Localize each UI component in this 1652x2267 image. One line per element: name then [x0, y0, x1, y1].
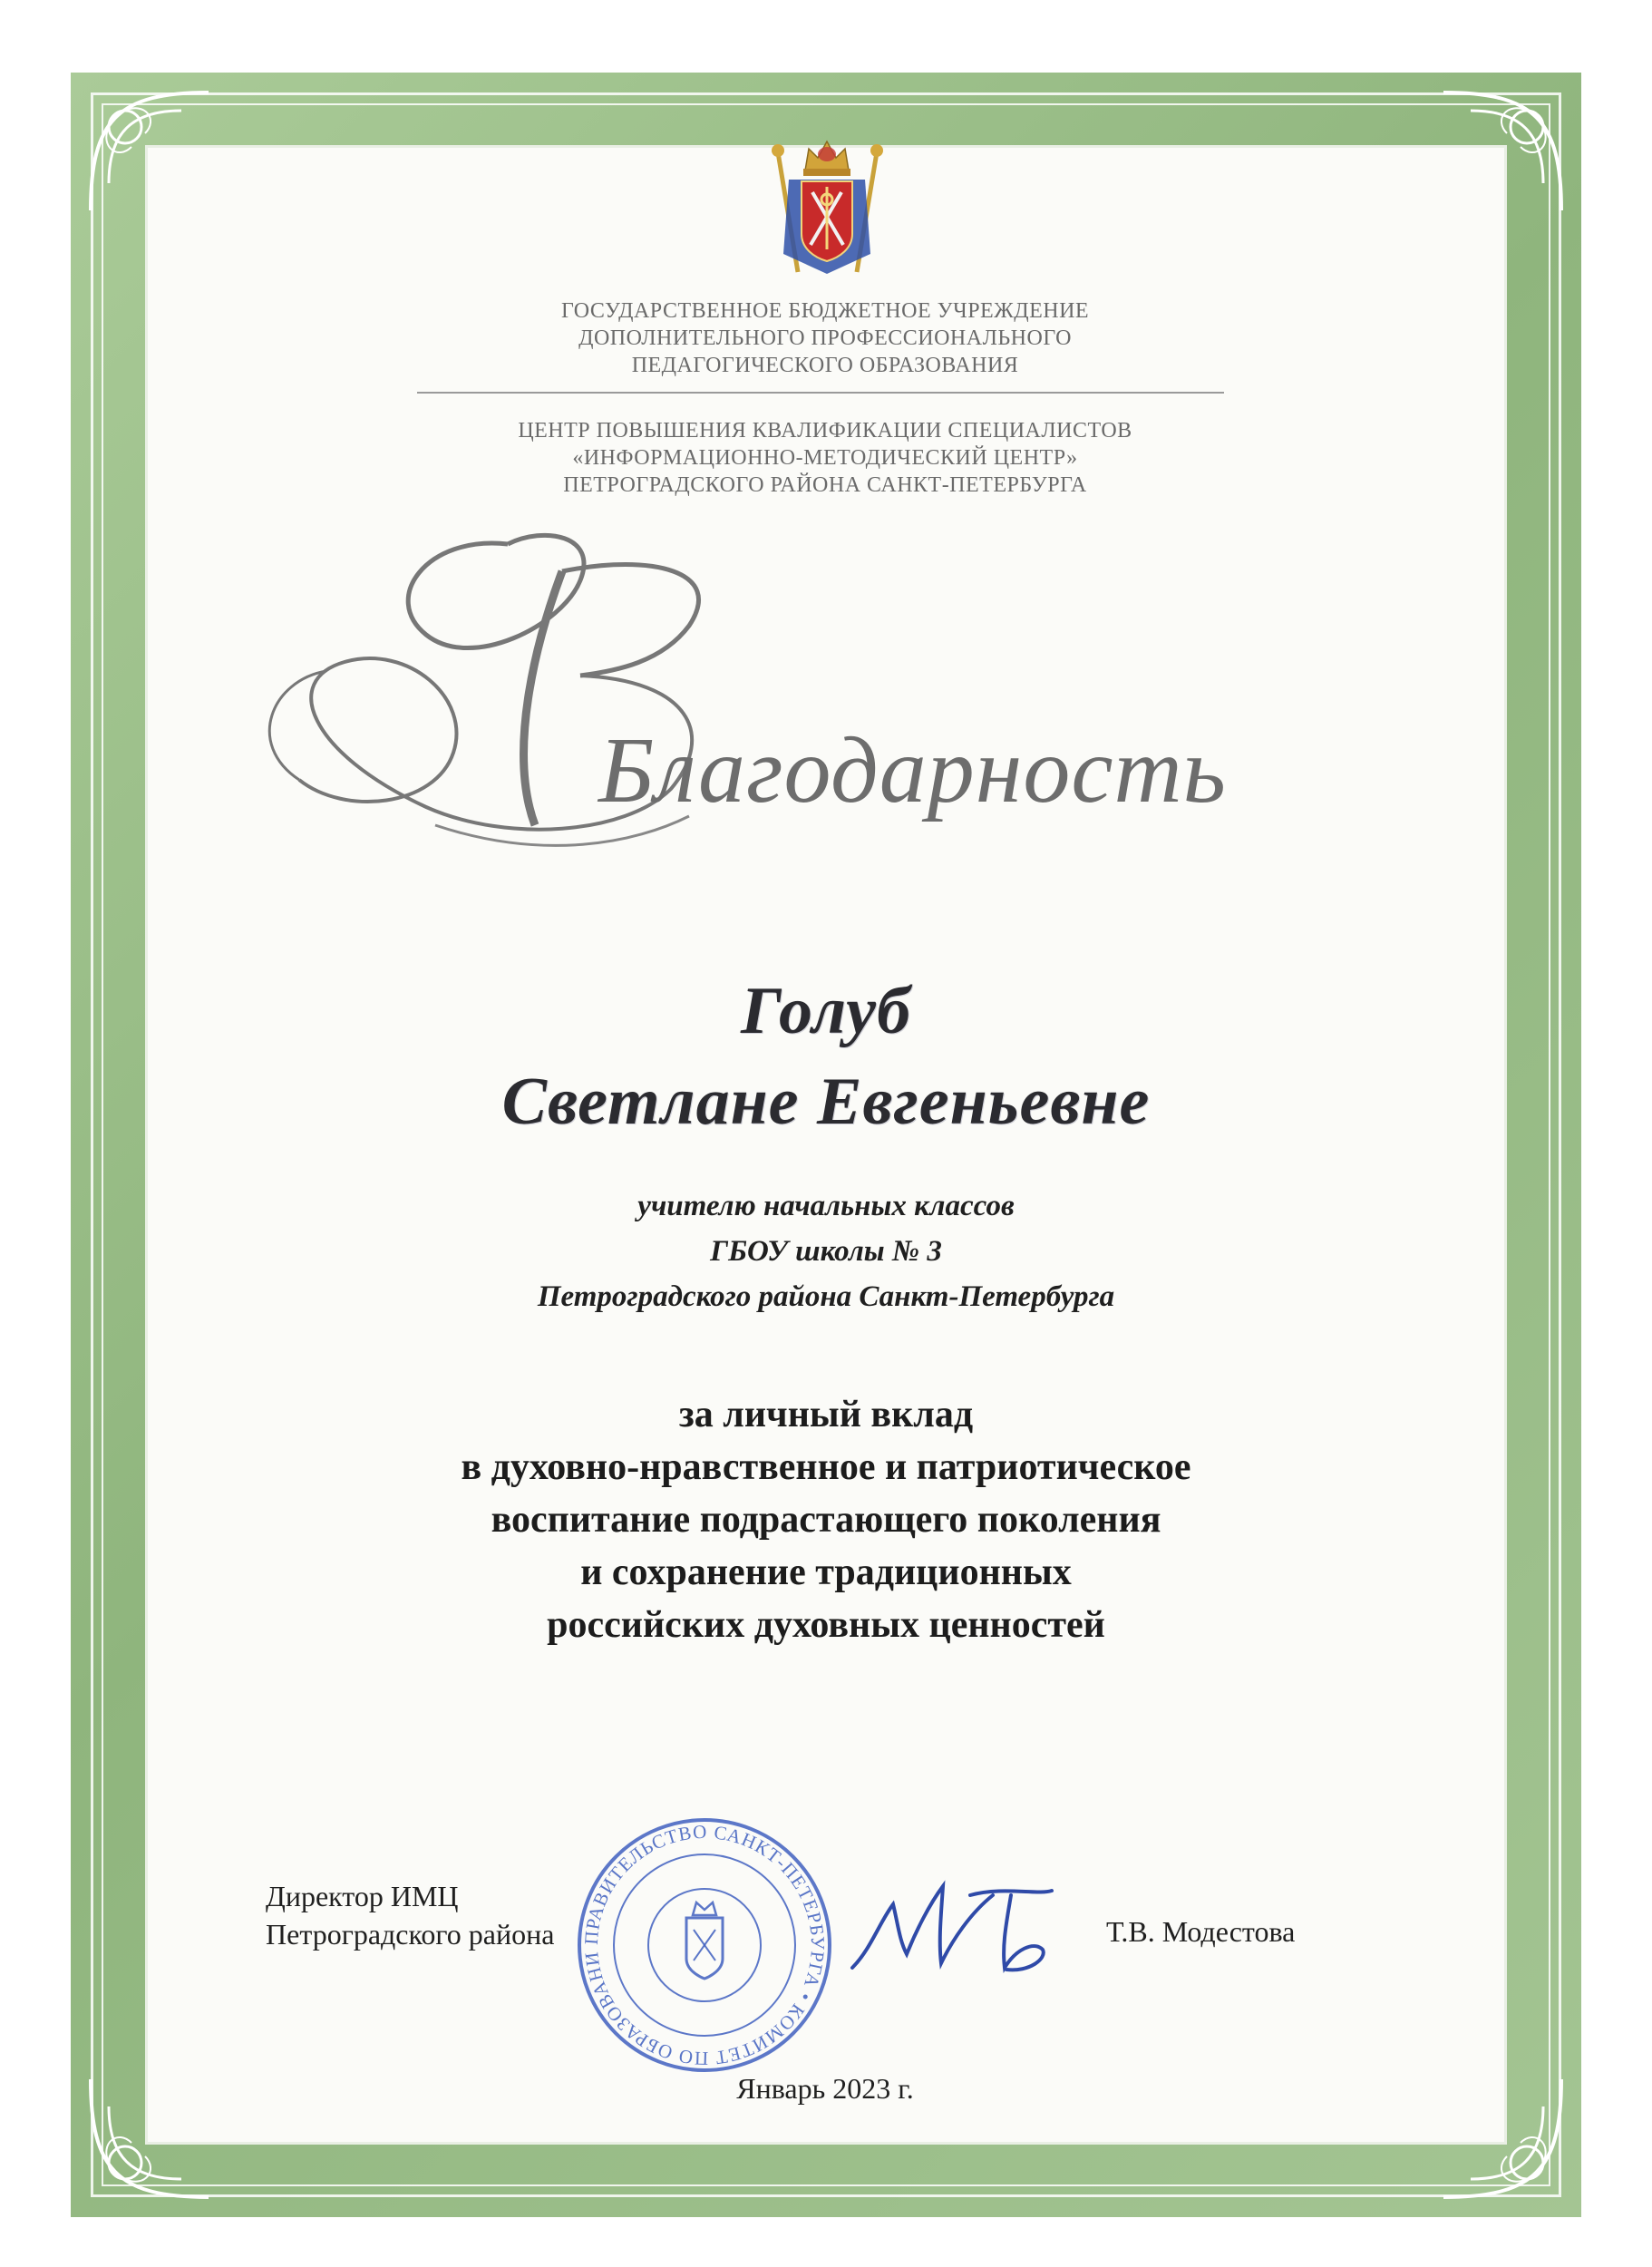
- corner-ornament-icon: [1434, 2070, 1570, 2206]
- reason-line: российских духовных ценностей: [547, 1604, 1105, 1646]
- stamp-text: ПРАВИТЕЛЬСТВО САНКТ-ПЕТЕРБУРГА • КОМИТЕТ ПО ОБРАЗОВАНИ: [579, 1820, 830, 2070]
- official-stamp-icon: [573, 1814, 836, 2077]
- title-flourish: [0, 517, 1652, 880]
- corner-ornament-icon: [1434, 83, 1570, 219]
- signatory-subtitle: Петроградского района: [266, 1918, 555, 1951]
- issue-date: Январь 2023 г.: [736, 2072, 914, 2105]
- corner-ornament-icon: [82, 83, 218, 219]
- coat-of-arms-icon: [762, 136, 893, 281]
- signatory-name: Т.В. Модестова: [1106, 1915, 1296, 1948]
- reason-line: и сохранение традиционных: [580, 1552, 1072, 1593]
- org-line: ПЕДАГОГИЧЕСКОГО ОБРАЗОВАНИЯ: [631, 354, 1019, 377]
- org-line: ГОСУДАРСТВЕННОЕ БЮДЖЕТНОЕ УЧРЕЖДЕНИЕ: [560, 299, 1090, 323]
- recipient-position-line: ГБОУ школы № 3: [710, 1235, 942, 1268]
- org-line: ДОПОЛНИТЕЛЬНОГО ПРОФЕССИОНАЛЬНОГО: [578, 326, 1072, 350]
- handwritten-signature-icon: [843, 1868, 1061, 1986]
- organization-header-2: [326, 417, 1324, 499]
- reason-line: воспитание подрастающего поколения: [491, 1499, 1161, 1541]
- organization-header-1: [326, 297, 1324, 379]
- recipient-position-line: учителю начальных классов: [637, 1190, 1015, 1222]
- certificate-title: Благодарность: [598, 718, 1227, 822]
- org-line: «ИНФОРМАЦИОННО-МЕТОДИЧЕСКИЙ ЦЕНТР»: [572, 446, 1078, 470]
- recipient-given-names: Светлане Евгеньевне: [501, 1065, 1151, 1139]
- org-line: ПЕТРОГРАДСКОГО РАЙОНА САНКТ-ПЕТЕРБУРГА: [563, 473, 1087, 497]
- reason-line: за личный вклад: [678, 1394, 974, 1435]
- recipient-position-line: Петроградского района Санкт-Петербурга: [537, 1280, 1115, 1313]
- header-divider: [417, 392, 1224, 394]
- signatory-title: Директор ИМЦ: [266, 1880, 459, 1912]
- org-line: ЦЕНТР ПОВЫШЕНИЯ КВАЛИФИКАЦИИ СПЕЦИАЛИСТОВ: [518, 419, 1132, 443]
- reason-line: в духовно-нравственное и патриотическое: [461, 1446, 1191, 1488]
- recipient-surname: Голуб: [741, 974, 911, 1048]
- corner-ornament-icon: [82, 2070, 218, 2206]
